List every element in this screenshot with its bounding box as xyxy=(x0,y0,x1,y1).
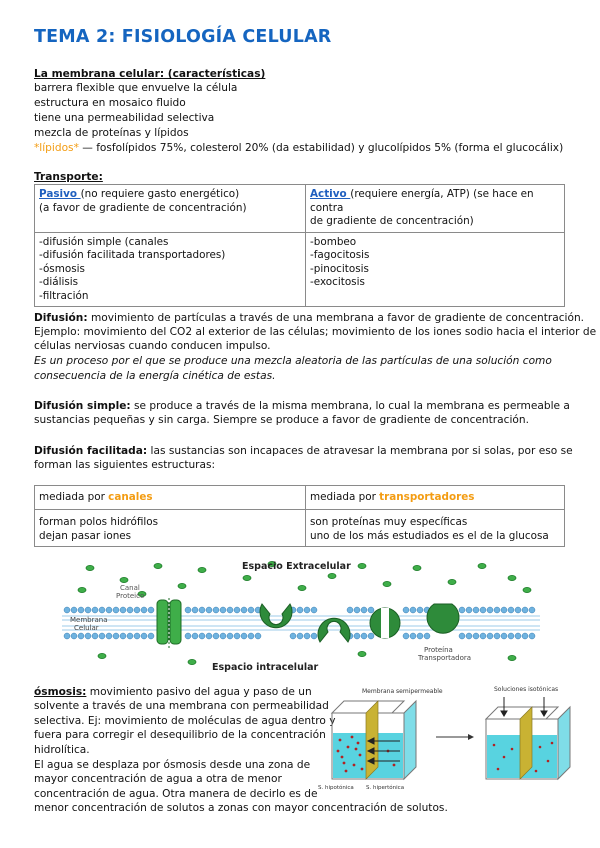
lipids-line xyxy=(34,141,563,155)
pasivo-list xyxy=(35,232,306,307)
proteina-label-2: Transportadora xyxy=(418,654,472,662)
osmosis-diagram xyxy=(318,685,576,800)
s-hipotonica-label: S. hipotónica xyxy=(318,785,354,791)
osmosis-line-5: hidrolítica. xyxy=(34,744,90,756)
mediated-table xyxy=(34,485,565,547)
membrane-diagram xyxy=(62,558,540,676)
osmosis-text-1: movimiento pasivo del agua y paso de un xyxy=(86,686,312,698)
activo-list xyxy=(306,232,565,307)
pasivo-item: -filtración xyxy=(39,289,89,302)
lipids-label: *lípidos* xyxy=(34,142,79,154)
membrane-line-2: estructura en mosaico fluido xyxy=(34,97,186,109)
transport-heading: Transporte: xyxy=(34,171,103,183)
lipid-bilayer xyxy=(62,607,540,639)
pasivo-item: -difusión facilitada transportadores) xyxy=(39,249,226,261)
canales-desc-1: forman polos hidrófilos xyxy=(39,516,159,528)
osmosis-line-3: selectiva. Ej: movimiento de moléculas de agua dentro y xyxy=(34,715,336,727)
osmosis-term: ósmosis: xyxy=(34,686,87,698)
osmosis-line-9: menor concentración de solutos a zonas con mayor concentración de solutos. xyxy=(34,802,448,814)
tank-after xyxy=(486,697,570,779)
canales-prefix: mediada por xyxy=(39,490,109,503)
activo-item: -bombeo xyxy=(310,235,357,248)
activo-item: -fagocitosis xyxy=(310,249,370,261)
canales-desc-2: dejan pasar iones xyxy=(39,529,132,542)
simple-line-2: sustancias pequeñas y sin carga. Siempre se produce a favor de gradiente de concentración. xyxy=(34,414,529,426)
osmosis-line-1 xyxy=(34,685,312,699)
transportadores-desc-2: uno de los más estudiados es el de la glucosa xyxy=(310,529,549,542)
pasivo-desc-2: (a favor de gradiente de concentración) xyxy=(39,201,247,214)
transportadores-desc-1: son proteínas muy específicas xyxy=(310,516,468,528)
canal-label-2: Proteico xyxy=(116,592,145,600)
arrow-right xyxy=(436,734,474,740)
facilitada-line-2: forman las siguientes estructuras: xyxy=(34,459,216,471)
s-hipertonica-label: S. hipertónica xyxy=(366,785,405,791)
activo-desc-1: (requiere energía, ATP) (se hace en contra xyxy=(310,188,534,214)
difusion-line-3: células nerviosas cuando conducen impulso. xyxy=(34,340,271,352)
membrana-label-1: Membrana xyxy=(70,616,108,624)
canales-desc xyxy=(35,510,306,547)
osmosis-line-4: fuera para corregir el desequilibrio de la concentración xyxy=(34,729,326,741)
difusion-text-1: movimiento de partículas a través de una membrana a favor de gradiente de concentración. xyxy=(87,312,585,324)
page-title: TEMA 2: FISIOLOGÍA CELULAR xyxy=(34,27,332,47)
transportadores-desc xyxy=(306,510,565,547)
pasivo-item: -difusión simple (canales xyxy=(39,235,169,248)
pasivo-item: -ósmosis xyxy=(39,262,85,275)
activo-item: -pinocitosis xyxy=(310,262,369,275)
difusion-term: Difusión: xyxy=(34,312,88,324)
simple-term: Difusión simple: xyxy=(34,400,131,412)
osmosis-line-7: mayor concentración de agua a otra de menor xyxy=(34,773,282,785)
facilitada-term: Difusión facilitada: xyxy=(34,445,148,457)
membrana-label-2: Celular xyxy=(74,624,99,632)
transport-table xyxy=(34,184,565,307)
difusion-line-1 xyxy=(34,311,584,325)
activo-item: -exocitosis xyxy=(310,276,365,288)
facilitada-text-1: las sustancias son incapaces de atravesar la membrana por si solas, por eso se xyxy=(147,445,573,457)
transportadores-word: transportadores xyxy=(379,490,475,503)
osmosis-line-8: concentración de agua. Otra manera de decirlo es de xyxy=(34,788,318,800)
canales-header xyxy=(35,486,306,510)
osmosis-line-6: El agua se desplaza por ósmosis desde una zona de xyxy=(34,759,311,771)
intracelular-label: Espacio intracelular xyxy=(212,662,319,673)
membrane-line-4: mezcla de proteínas y lípidos xyxy=(34,127,189,139)
simple-line-1 xyxy=(34,399,570,413)
membrane-heading: La membrana celular: (características) xyxy=(34,68,266,80)
membrane-line-1: barrera flexible que envuelve la célula xyxy=(34,82,238,94)
activo-cell xyxy=(306,185,565,233)
transportadores-header xyxy=(306,486,565,510)
osmosis-line-2: solvente a través de una membrana con permeabilidad xyxy=(34,700,329,712)
pasivo-cell xyxy=(35,185,306,233)
lipids-text: — fosfolípidos 75%, colesterol 20% (da estabilidad) y glucolípidos 5% (forma el glucocálix) xyxy=(78,142,564,154)
membrane-line-3: tiene una permeabilidad selectiva xyxy=(34,112,215,124)
transportadores-prefix: mediada por xyxy=(310,490,380,503)
membrana-semipermeable-label: Membrana semipermeable xyxy=(362,688,443,695)
difusion-italic-1: Es un proceso por el que se produce una mezcla aleatoria de las partículas de una solución como xyxy=(34,355,552,367)
difusion-italic-2: consecuencia de la energía cinética de estas. xyxy=(34,370,276,382)
activo-label: Activo xyxy=(310,188,351,200)
simple-text-1: se produce a través de la misma membrana, lo cual la membrana es permeable a xyxy=(130,400,570,412)
tank-before xyxy=(332,701,416,779)
proteina-label-1: Proteína xyxy=(424,646,453,654)
extracelular-label: Espacio Extracelular xyxy=(242,561,351,572)
facilitada-line-1 xyxy=(34,444,573,458)
difusion-line-2: Ejemplo: movimiento del CO2 al exterior de las células; movimiento de los iones sodio hacia el interior de xyxy=(34,326,597,338)
activo-desc-2: de gradiente de concentración) xyxy=(310,215,474,227)
soluciones-isotonicas-label: Soluciones isotónicas xyxy=(494,686,559,693)
pasivo-item: -diálisis xyxy=(39,276,79,288)
canales-word: canales xyxy=(108,490,153,503)
pasivo-label: Pasivo xyxy=(39,188,81,200)
pasivo-desc-1: (no requiere gasto energético) xyxy=(80,188,240,200)
canal-label-1: Canal xyxy=(120,584,140,592)
